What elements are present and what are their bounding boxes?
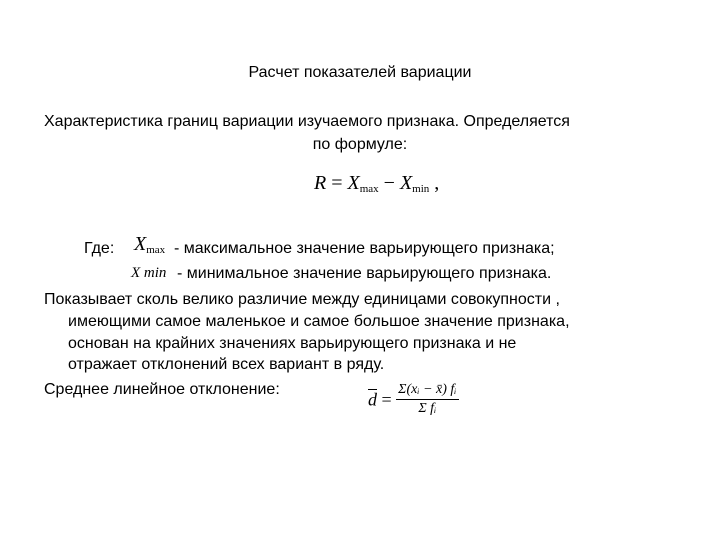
formula-comma: , [434,172,440,194]
explanation-line1: Показывает сколь велико различие между единицами совокупности , [44,291,560,308]
xmax-term [134,233,165,256]
xmin-symbol: X [399,172,413,194]
mean-deviation-label: Среднее линейное отклонение: [44,381,280,398]
mean-deviation-fraction [396,381,458,418]
explanation-line3: основан на крайних значениях варьирующего признака и не [68,335,517,352]
mean-deviation-symbol: $\overline{d}$ [368,389,377,410]
xmin-description: - минимальное значение варьирующего признака. [177,265,552,282]
minus-sign: − [383,172,395,194]
explanation-line4: отражает отклонений всех вариант в ряду. [68,356,385,373]
range-description-line2: по формуле: [312,136,408,153]
fraction-numerator: Σ(xᵢ − x̄) fᵢ [396,381,458,400]
xmax-term-subscript: max [146,244,166,256]
mean-deviation-equals: = [381,389,392,410]
explanation-line2: имеющими самое маленькое и самое большое значение признака, [68,313,570,330]
range-symbol: R [314,172,327,194]
xmax-description: - максимальное значение варьирующего признака; [174,240,555,257]
xmax-symbol: X [347,172,360,194]
xmax-subscript: max [359,183,379,195]
mean-deviation-formula [368,381,459,418]
xmin-subscript: min [412,183,430,195]
equals-sign: = [331,172,343,194]
xmax-term-symbol: X [134,233,147,255]
where-label: Где: [84,240,115,257]
range-formula [314,172,439,195]
range-description-line1: Характеристика границ вариации изучаемого признака. Определяется [44,113,570,130]
fraction-denominator: Σ fᵢ [418,401,437,416]
page-title: Расчет показателей вариации [248,64,472,81]
xmin-term: X min [131,265,167,281]
